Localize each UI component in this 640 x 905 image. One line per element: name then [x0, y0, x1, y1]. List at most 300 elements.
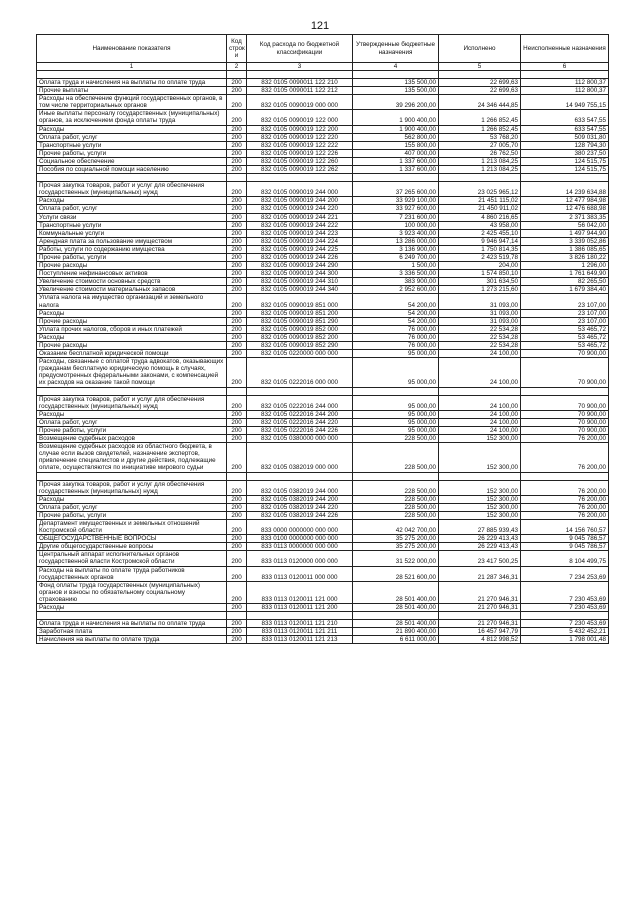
indicator-name-cell: Коммунальные услуги [37, 229, 227, 237]
approved-amount-cell: 54 200,00 [353, 309, 439, 317]
unexecuted-amount-cell: 76 200,00 [521, 443, 609, 472]
line-code-cell: 200 [227, 543, 247, 551]
executed-amount-cell: 24 100,00 [439, 410, 521, 418]
indicator-name-cell: Транспортные услуги [37, 221, 227, 229]
executed-amount-cell: 21 270 946,31 [439, 604, 521, 612]
executed-amount-cell: 26 229 413,43 [439, 535, 521, 543]
empty-cell [353, 472, 439, 480]
indicator-name-cell: Прочие расходы [37, 342, 227, 350]
table-row [37, 636, 609, 644]
approved-amount-cell: 3 336 500,00 [353, 270, 439, 278]
line-code-cell: 200 [227, 245, 247, 253]
unexecuted-amount-cell: 633 547,55 [521, 110, 609, 125]
executed-amount-cell: 24 100,00 [439, 358, 521, 387]
empty-cell [439, 387, 521, 395]
spacer-row [37, 71, 609, 79]
indicator-name-cell: Прочие работы, услуги [37, 511, 227, 519]
unexecuted-amount-cell: 23 107,00 [521, 317, 609, 325]
budget-code-cell: 832 0105 0222016 244 000 [247, 395, 353, 410]
table-row [37, 125, 609, 133]
line-code-cell: 200 [227, 551, 247, 566]
line-code-cell: 200 [227, 141, 247, 149]
line-code-cell: 200 [227, 270, 247, 278]
approved-amount-cell: 383 900,00 [353, 278, 439, 286]
budget-code-cell: 832 0105 0090019 851 200 [247, 309, 353, 317]
executed-amount-cell: 26 762,50 [439, 149, 521, 157]
table-row [37, 620, 609, 628]
executed-amount-cell: 22 534,28 [439, 342, 521, 350]
indicator-name-cell: Увеличение стоимости основных средств [37, 278, 227, 286]
empty-cell [521, 472, 609, 480]
empty-cell [227, 472, 247, 480]
table-row [37, 262, 609, 270]
empty-cell [37, 612, 227, 620]
unexecuted-amount-cell: 82 265,50 [521, 278, 609, 286]
line-code-cell: 200 [227, 157, 247, 165]
budget-code-cell: 833 0000 0000000 000 000 [247, 519, 353, 534]
budget-code-cell: 832 0105 0090019 122 220 [247, 133, 353, 141]
line-code-cell: 200 [227, 309, 247, 317]
line-code-cell: 200 [227, 278, 247, 286]
line-code-cell: 200 [227, 125, 247, 133]
unexecuted-amount-cell: 70 900,00 [521, 418, 609, 426]
budget-code-cell: 833 0113 0120011 121 000 [247, 581, 353, 603]
unexecuted-amount-cell: 12 477 984,98 [521, 197, 609, 205]
spacer-row [37, 612, 609, 620]
table-row [37, 480, 609, 495]
budget-code-cell: 832 0105 0220000 000 000 [247, 350, 353, 358]
empty-cell [227, 71, 247, 79]
indicator-name-cell: Прочие выплаты [37, 87, 227, 95]
table-row [37, 543, 609, 551]
approved-amount-cell: 33 927 600,00 [353, 205, 439, 213]
line-code-cell: 200 [227, 205, 247, 213]
table-row [37, 245, 609, 253]
approved-amount-cell: 42 042 700,00 [353, 519, 439, 534]
executed-amount-cell: 152 300,00 [439, 495, 521, 503]
empty-cell [247, 71, 353, 79]
table-row [37, 566, 609, 581]
executed-amount-cell: 1 213 084,25 [439, 157, 521, 165]
executed-amount-cell: 26 229 413,43 [439, 543, 521, 551]
approved-amount-cell: 1 900 400,00 [353, 125, 439, 133]
approved-amount-cell: 95 000,00 [353, 395, 439, 410]
indicator-name-cell: Оплата труда и начисления на выплаты по оплате труда [37, 620, 227, 628]
approved-amount-cell: 76 000,00 [353, 325, 439, 333]
spacer-row [37, 387, 609, 395]
table-row [37, 519, 609, 534]
indicator-name-cell: Пособия по социальной помощи населению [37, 166, 227, 174]
approved-amount-cell: 95 000,00 [353, 350, 439, 358]
executed-amount-cell: 301 634,50 [439, 278, 521, 286]
spacer-row [37, 174, 609, 182]
approved-amount-cell: 228 500,00 [353, 503, 439, 511]
executed-amount-cell: 22 534,28 [439, 333, 521, 341]
executed-amount-cell: 1 266 852,45 [439, 125, 521, 133]
table-row [37, 110, 609, 125]
executed-amount-cell: 2 425 455,10 [439, 229, 521, 237]
table-row [37, 141, 609, 149]
unexecuted-amount-cell: 14 239 634,88 [521, 182, 609, 197]
unexecuted-amount-cell: 7 230 453,69 [521, 581, 609, 603]
executed-amount-cell: 152 300,00 [439, 511, 521, 519]
line-code-cell: 200 [227, 262, 247, 270]
budget-code-cell: 833 0113 0120011 121 200 [247, 604, 353, 612]
line-code-cell: 200 [227, 333, 247, 341]
indicator-name-cell: Расходы [37, 333, 227, 341]
executed-amount-cell: 24 100,00 [439, 395, 521, 410]
indicator-name-cell: Оплата работ, услуг [37, 133, 227, 141]
line-code-cell: 200 [227, 443, 247, 472]
unexecuted-amount-cell: 76 200,00 [521, 495, 609, 503]
unexecuted-amount-cell: 53 465,72 [521, 333, 609, 341]
line-code-cell: 200 [227, 237, 247, 245]
budget-code-cell: 832 0105 0090019 244 226 [247, 253, 353, 261]
line-code-cell: 200 [227, 480, 247, 495]
column-number-row [37, 63, 609, 71]
approved-amount-cell: 33 929 100,00 [353, 197, 439, 205]
budget-code-cell: 832 0105 0382019 244 226 [247, 511, 353, 519]
budget-execution-table [36, 34, 609, 644]
approved-amount-cell: 1 337 600,00 [353, 157, 439, 165]
table-row [37, 535, 609, 543]
line-code-cell: 200 [227, 221, 247, 229]
table-row [37, 95, 609, 110]
budget-code-cell: 832 0105 0222016 244 220 [247, 418, 353, 426]
unexecuted-amount-cell: 14 156 760,57 [521, 519, 609, 534]
unexecuted-amount-cell: 2 371 383,35 [521, 213, 609, 221]
line-code-cell: 200 [227, 149, 247, 157]
unexecuted-amount-cell: 23 107,00 [521, 294, 609, 309]
line-code-cell: 200 [227, 519, 247, 534]
executed-amount-cell: 1 266 852,45 [439, 110, 521, 125]
executed-amount-cell: 2 423 519,78 [439, 253, 521, 261]
unexecuted-amount-cell: 3 339 052,86 [521, 237, 609, 245]
table-row [37, 317, 609, 325]
line-code-cell: 200 [227, 395, 247, 410]
table-row [37, 286, 609, 294]
executed-amount-cell: 152 300,00 [439, 480, 521, 495]
executed-amount-cell: 22 699,63 [439, 79, 521, 87]
column-header-unexecuted: Неисполненные назначения [521, 35, 609, 63]
unexecuted-amount-cell: 9 045 786,57 [521, 535, 609, 543]
indicator-name-cell: Транспортные услуги [37, 141, 227, 149]
executed-amount-cell: 4 860 216,65 [439, 213, 521, 221]
table-header-row [37, 35, 609, 63]
unexecuted-amount-cell: 1 296,00 [521, 262, 609, 270]
budget-code-cell: 833 0113 0120011 121 211 [247, 628, 353, 636]
executed-amount-cell: 1 273 215,60 [439, 286, 521, 294]
budget-code-cell: 832 0105 0090019 244 310 [247, 278, 353, 286]
column-header-approved: Утвержденные бюджетные назначения [353, 35, 439, 63]
budget-code-cell: 833 0113 0000000 000 000 [247, 543, 353, 551]
budget-code-cell: 832 0105 0090019 122 262 [247, 166, 353, 174]
table-row [37, 551, 609, 566]
table-row [37, 149, 609, 157]
empty-cell [247, 387, 353, 395]
budget-code-cell: 833 0113 0120011 000 000 [247, 566, 353, 581]
budget-code-cell: 832 0105 0090019 244 200 [247, 197, 353, 205]
unexecuted-amount-cell: 56 042,00 [521, 221, 609, 229]
budget-code-cell: 832 0105 0090019 852 200 [247, 333, 353, 341]
budget-code-cell: 832 0105 0382019 244 000 [247, 480, 353, 495]
unexecuted-amount-cell: 76 200,00 [521, 511, 609, 519]
table-row [37, 325, 609, 333]
unexecuted-amount-cell: 509 031,80 [521, 133, 609, 141]
line-code-cell: 200 [227, 79, 247, 87]
approved-amount-cell: 31 522 000,00 [353, 551, 439, 566]
column-header-executed: Исполнено [439, 35, 521, 63]
indicator-name-cell: Оплата работ, услуг [37, 503, 227, 511]
executed-amount-cell: 27 885 939,43 [439, 519, 521, 534]
line-code-cell: 200 [227, 418, 247, 426]
line-code-cell: 200 [227, 133, 247, 141]
executed-amount-cell: 204,00 [439, 262, 521, 270]
line-code-cell: 200 [227, 358, 247, 387]
line-code-cell: 200 [227, 95, 247, 110]
approved-amount-cell: 135 500,00 [353, 79, 439, 87]
line-code-cell: 200 [227, 435, 247, 443]
column-number: 5 [439, 63, 521, 71]
table-row [37, 309, 609, 317]
indicator-name-cell: Иные выплаты персоналу государственных (муниципальных) органов, за исключением фонда оплаты труда [37, 110, 227, 125]
table-row [37, 410, 609, 418]
table-row [37, 350, 609, 358]
indicator-name-cell: Расходы на выплаты по оплате труда работников государственных органов [37, 566, 227, 581]
budget-code-cell: 832 0105 0090019 851 290 [247, 317, 353, 325]
unexecuted-amount-cell: 7 230 453,69 [521, 604, 609, 612]
approved-amount-cell: 95 000,00 [353, 358, 439, 387]
indicator-name-cell: Уплата налога на имущество организаций и земельного налога [37, 294, 227, 309]
executed-amount-cell: 27 005,70 [439, 141, 521, 149]
indicator-name-cell: Прочие расходы [37, 262, 227, 270]
unexecuted-amount-cell: 112 800,37 [521, 87, 609, 95]
indicator-name-cell: Начисления на выплаты по оплате труда [37, 636, 227, 644]
approved-amount-cell: 35 275 200,00 [353, 543, 439, 551]
approved-amount-cell: 2 952 600,00 [353, 286, 439, 294]
budget-code-cell: 832 0105 0090019 244 225 [247, 245, 353, 253]
budget-code-cell: 832 0105 0090019 244 222 [247, 221, 353, 229]
empty-cell [521, 387, 609, 395]
table-row [37, 294, 609, 309]
unexecuted-amount-cell: 1 761 649,90 [521, 270, 609, 278]
empty-cell [247, 472, 353, 480]
budget-code-cell: 832 0105 0382019 244 220 [247, 503, 353, 511]
table-row [37, 503, 609, 511]
indicator-name-cell: Услуги связи [37, 213, 227, 221]
indicator-name-cell: Расходы на обеспечение функций государственных органов, в том числе территориальных органов [37, 95, 227, 110]
unexecuted-amount-cell: 70 900,00 [521, 358, 609, 387]
indicator-name-cell: Прочая закупка товаров, работ и услуг для обеспечения государственных (муниципальных) нужд [37, 395, 227, 410]
unexecuted-amount-cell: 7 230 453,69 [521, 620, 609, 628]
approved-amount-cell: 1 337 600,00 [353, 166, 439, 174]
line-code-cell: 200 [227, 325, 247, 333]
budget-code-cell: 832 0105 0090019 244 300 [247, 270, 353, 278]
approved-amount-cell: 1 500,00 [353, 262, 439, 270]
empty-cell [521, 174, 609, 182]
line-code-cell: 200 [227, 253, 247, 261]
unexecuted-amount-cell: 70 900,00 [521, 410, 609, 418]
table-row [37, 270, 609, 278]
budget-code-cell: 832 0105 0090019 244 221 [247, 213, 353, 221]
indicator-name-cell: Увеличение стоимости материальных запасов [37, 286, 227, 294]
unexecuted-amount-cell: 12 476 688,98 [521, 205, 609, 213]
unexecuted-amount-cell: 1 497 944,90 [521, 229, 609, 237]
executed-amount-cell: 21 287 346,31 [439, 566, 521, 581]
indicator-name-cell: Расходы, связанные с оплатой труда адвокатов, оказывающих гражданам бесплатную юридическую помощь в случаях, предусмотренных федеральными законами, с компенсацией их расходов на оказание такой помощи [37, 358, 227, 387]
empty-cell [227, 174, 247, 182]
table-row [37, 443, 609, 472]
line-code-cell: 200 [227, 182, 247, 197]
line-code-cell: 200 [227, 604, 247, 612]
budget-code-cell: 832 0105 0090011 122 210 [247, 79, 353, 87]
executed-amount-cell: 16 457 947,79 [439, 628, 521, 636]
line-code-cell: 200 [227, 426, 247, 434]
table-row [37, 342, 609, 350]
executed-amount-cell: 152 300,00 [439, 443, 521, 472]
approved-amount-cell: 228 500,00 [353, 443, 439, 472]
approved-amount-cell: 28 521 600,00 [353, 566, 439, 581]
unexecuted-amount-cell: 8 104 499,75 [521, 551, 609, 566]
budget-code-cell: 832 0105 0090019 244 290 [247, 262, 353, 270]
approved-amount-cell: 3 923 400,00 [353, 229, 439, 237]
approved-amount-cell: 13 286 000,00 [353, 237, 439, 245]
line-code-cell: 200 [227, 342, 247, 350]
unexecuted-amount-cell: 23 107,00 [521, 309, 609, 317]
empty-cell [521, 71, 609, 79]
budget-code-cell: 832 0105 0090019 852 000 [247, 325, 353, 333]
table-row [37, 205, 609, 213]
table-row [37, 133, 609, 141]
table-row [37, 229, 609, 237]
table-row [37, 253, 609, 261]
approved-amount-cell: 407 000,00 [353, 149, 439, 157]
table-row [37, 197, 609, 205]
table-row [37, 79, 609, 87]
line-code-cell: 200 [227, 197, 247, 205]
column-number: 3 [247, 63, 353, 71]
budget-code-cell: 832 0105 0090019 244 000 [247, 182, 353, 197]
indicator-name-cell: Департамент имущественных и земельных отношений Костромской области [37, 519, 227, 534]
line-code-cell: 200 [227, 636, 247, 644]
column-header-line-code: Код строк и [227, 35, 247, 63]
budget-code-cell: 833 0113 0120011 121 213 [247, 636, 353, 644]
approved-amount-cell: 37 265 600,00 [353, 182, 439, 197]
line-code-cell: 200 [227, 581, 247, 603]
budget-code-cell: 832 0105 0090019 244 224 [247, 237, 353, 245]
budget-code-cell: 832 0105 0222016 000 000 [247, 358, 353, 387]
line-code-cell: 200 [227, 535, 247, 543]
unexecuted-amount-cell: 53 465,72 [521, 325, 609, 333]
executed-amount-cell: 152 300,00 [439, 503, 521, 511]
page-number: 121 [310, 20, 330, 32]
indicator-name-cell: Прочая закупка товаров, работ и услуг для обеспечения государственных (муниципальных) нужд [37, 480, 227, 495]
line-code-cell: 200 [227, 350, 247, 358]
line-code-cell: 200 [227, 317, 247, 325]
indicator-name-cell: Прочие расходы [37, 317, 227, 325]
column-header-budget-code: Код расхода по бюджетной классификации [247, 35, 353, 63]
empty-cell [37, 472, 227, 480]
approved-amount-cell: 28 501 400,00 [353, 604, 439, 612]
executed-amount-cell: 23 025 965,12 [439, 182, 521, 197]
spacer-row [37, 472, 609, 480]
indicator-name-cell: Арендная плата за пользование имуществом [37, 237, 227, 245]
line-code-cell: 200 [227, 229, 247, 237]
table-row [37, 581, 609, 603]
executed-amount-cell: 21 450 911,02 [439, 205, 521, 213]
approved-amount-cell: 39 296 200,00 [353, 95, 439, 110]
indicator-name-cell: Расходы [37, 410, 227, 418]
approved-amount-cell: 21 890 400,00 [353, 628, 439, 636]
approved-amount-cell: 76 000,00 [353, 342, 439, 350]
indicator-name-cell: Возмещение судебных расходов [37, 435, 227, 443]
line-code-cell: 200 [227, 213, 247, 221]
executed-amount-cell: 4 812 998,52 [439, 636, 521, 644]
executed-amount-cell: 31 093,00 [439, 317, 521, 325]
approved-amount-cell: 35 275 200,00 [353, 535, 439, 543]
budget-code-cell: 832 0105 0090019 122 200 [247, 125, 353, 133]
approved-amount-cell: 28 501 400,00 [353, 581, 439, 603]
unexecuted-amount-cell: 128 794,30 [521, 141, 609, 149]
approved-amount-cell: 562 800,00 [353, 133, 439, 141]
approved-amount-cell: 28 501 400,00 [353, 620, 439, 628]
line-code-cell: 200 [227, 286, 247, 294]
unexecuted-amount-cell: 70 900,00 [521, 395, 609, 410]
approved-amount-cell: 76 000,00 [353, 333, 439, 341]
budget-code-cell: 832 0105 0090019 244 340 [247, 286, 353, 294]
column-number: 6 [521, 63, 609, 71]
empty-cell [247, 612, 353, 620]
executed-amount-cell: 24 100,00 [439, 426, 521, 434]
budget-code-cell: 832 0105 0090019 851 000 [247, 294, 353, 309]
line-code-cell: 200 [227, 110, 247, 125]
unexecuted-amount-cell: 112 800,37 [521, 79, 609, 87]
table-row [37, 604, 609, 612]
approved-amount-cell: 228 500,00 [353, 435, 439, 443]
indicator-name-cell: Расходы [37, 309, 227, 317]
indicator-name-cell: Прочая закупка товаров, работ и услуг для обеспечения государственных (муниципальных) нужд [37, 182, 227, 197]
budget-code-cell: 832 0105 0090019 122 226 [247, 149, 353, 157]
table-row [37, 87, 609, 95]
line-code-cell: 200 [227, 566, 247, 581]
indicator-name-cell: Оплата труда и начисления на выплаты по оплате труда [37, 79, 227, 87]
indicator-name-cell: Заработная плата [37, 628, 227, 636]
approved-amount-cell: 6 611 000,00 [353, 636, 439, 644]
approved-amount-cell: 95 000,00 [353, 418, 439, 426]
unexecuted-amount-cell: 70 900,00 [521, 426, 609, 434]
indicator-name-cell: Оплата работ, услуг [37, 418, 227, 426]
indicator-name-cell: Оказание бесплатной юридической помощи [37, 350, 227, 358]
empty-cell [439, 71, 521, 79]
unexecuted-amount-cell: 76 200,00 [521, 480, 609, 495]
budget-code-cell: 832 0105 0090011 122 212 [247, 87, 353, 95]
budget-code-cell: 832 0105 0222016 244 226 [247, 426, 353, 434]
line-code-cell: 200 [227, 166, 247, 174]
executed-amount-cell: 22 699,63 [439, 87, 521, 95]
indicator-name-cell: Прочие работы, услуги [37, 149, 227, 157]
table-row [37, 278, 609, 286]
executed-amount-cell: 31 093,00 [439, 309, 521, 317]
indicator-name-cell: Поступление нефинансовых активов [37, 270, 227, 278]
unexecuted-amount-cell: 1 679 384,40 [521, 286, 609, 294]
empty-cell [439, 174, 521, 182]
unexecuted-amount-cell: 76 200,00 [521, 503, 609, 511]
indicator-name-cell: Фонд оплаты труда государственных (муниципальных) органов и взносы по обязательному социальному страхованию [37, 581, 227, 603]
unexecuted-amount-cell: 70 900,00 [521, 350, 609, 358]
indicator-name-cell: Прочие работы, услуги [37, 253, 227, 261]
empty-cell [353, 71, 439, 79]
approved-amount-cell: 54 200,00 [353, 294, 439, 309]
